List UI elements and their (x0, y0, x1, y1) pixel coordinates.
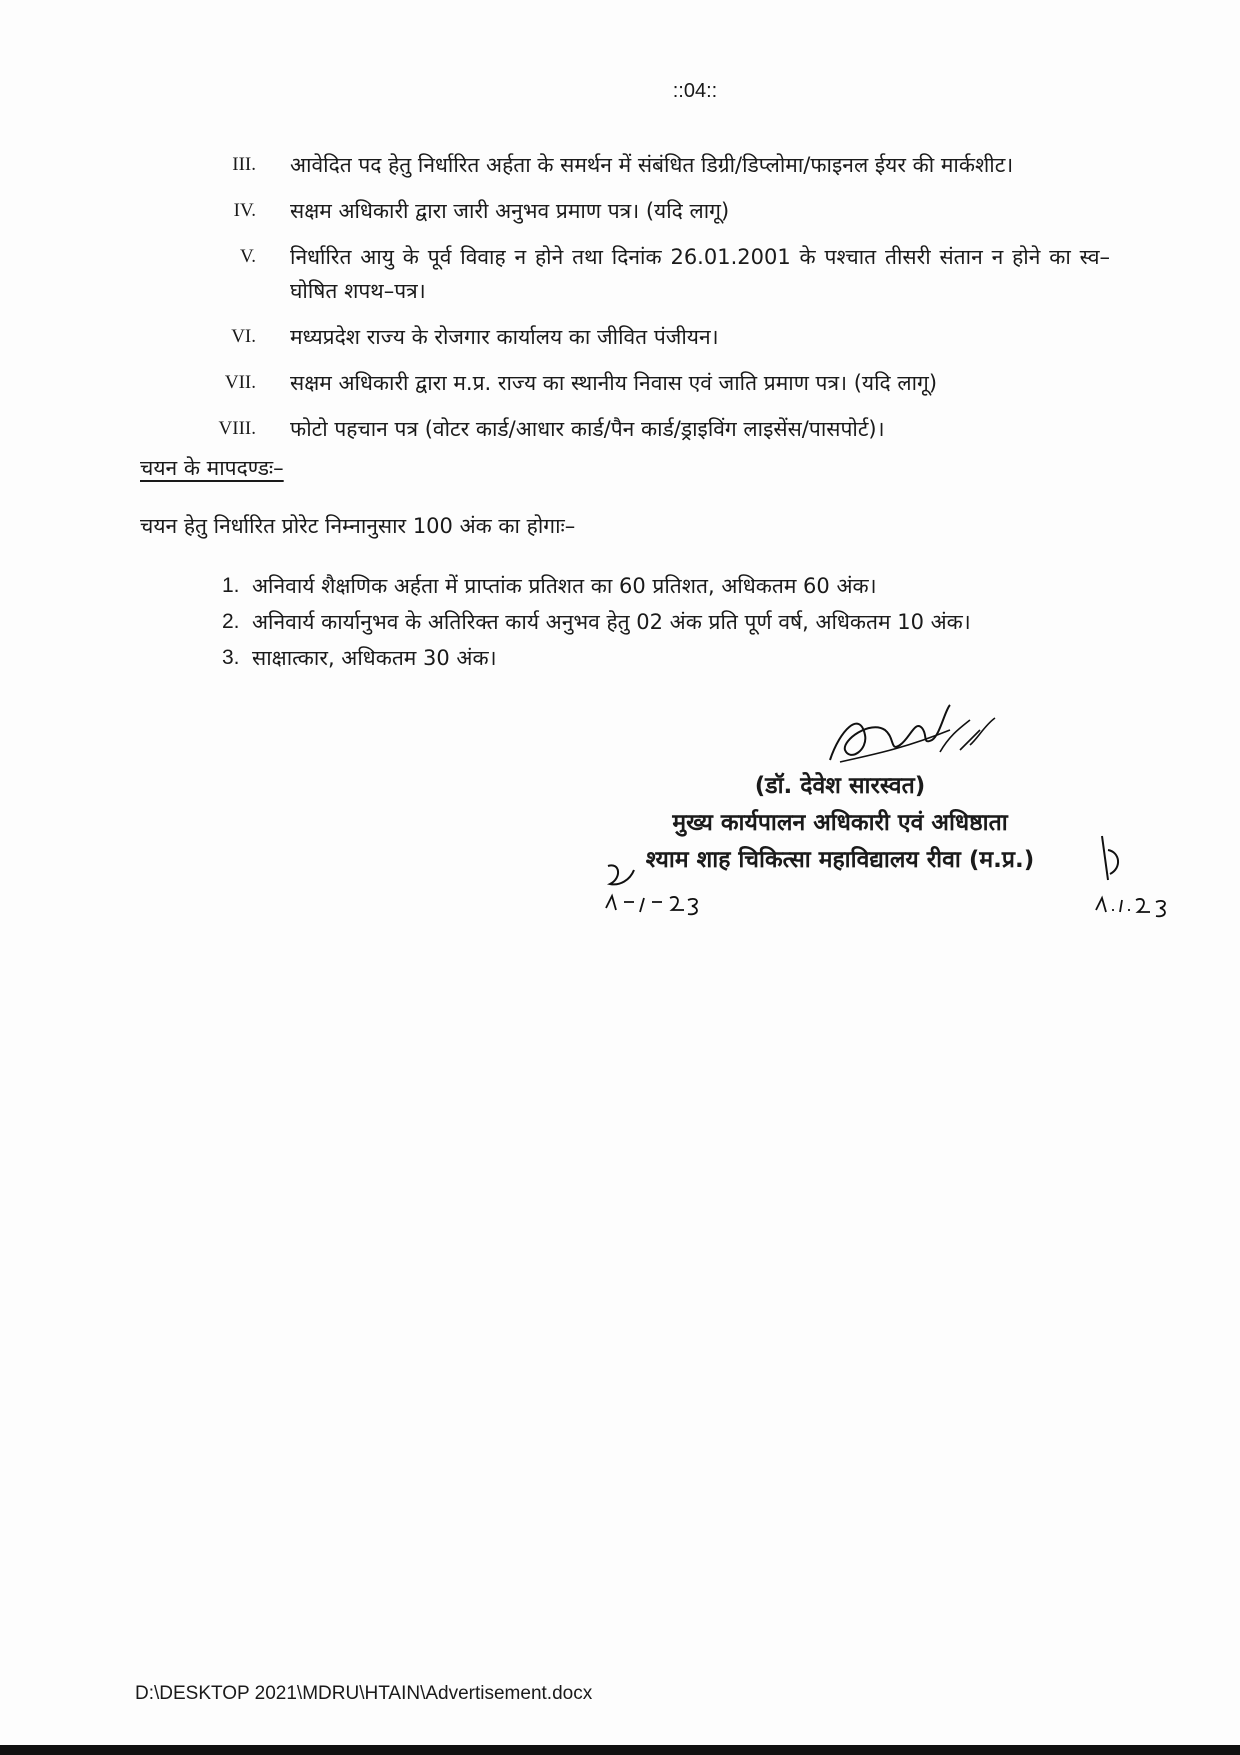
list-item-text: आवेदित पद हेतु निर्धारित अर्हता के समर्थन में संबंधित डिग्री/डिप्लोमा/फाइनल ईयर की मार्कशीट। (290, 153, 1014, 177)
signatory-name: (डॉ. देवेश सारस्वत) (754, 773, 926, 799)
list-item-number: 1. (222, 574, 240, 597)
list-item (222, 568, 1222, 604)
criteria-list (222, 568, 1222, 676)
list-item (200, 320, 1110, 354)
list-item-text: सक्षम अधिकारी द्वारा जारी अनुभव प्रमाण पत्र। (यदि लागू) (290, 199, 730, 223)
list-item (200, 240, 1110, 308)
signatory-institution: श्याम शाह चिकित्सा महाविद्यालय रीवा (म.प्र.) (645, 847, 1035, 873)
file-path-footer: D:\DESKTOP 2021\MDRU\HTAIN\Advertisement.docx (135, 1683, 593, 1704)
list-item-number: III. (232, 154, 256, 175)
list-item-number: VIII. (218, 418, 256, 439)
list-item (200, 194, 1110, 228)
handwritten-initials-right (1090, 830, 1190, 920)
list-item-text: अनिवार्य शैक्षणिक अर्हता में प्राप्तांक प्रतिशत का 60 प्रतिशत, अधिकतम 60 अंक। (252, 574, 877, 598)
list-item-text: साक्षात्कार, अधिकतम 30 अंक। (252, 646, 497, 670)
list-item-number: 2. (222, 610, 240, 633)
signatory-designation: मुख्य कार्यपालन अधिकारी एवं अधिष्ठाता (672, 810, 1008, 836)
list-item (222, 640, 1222, 676)
list-item (200, 148, 1110, 182)
list-item-text: निर्धारित आयु के पूर्व विवाह न होने तथा दिनांक 26.01.2001 के पश्चात तीसरी संतान न होने का स्व–घोषित शपथ–पत्र। (290, 245, 1110, 303)
handwritten-signature (810, 690, 1010, 780)
list-item (222, 604, 1222, 640)
list-item (200, 412, 1110, 446)
list-item-text: सक्षम अधिकारी द्वारा म.प्र. राज्य का स्थानीय निवास एवं जाति प्रमाण पत्र। (यदि लागू) (290, 371, 938, 395)
list-item-number: VII. (224, 372, 256, 393)
selection-criteria-heading: चयन के मापदण्डः– (140, 456, 284, 480)
page-number: ::04:: (672, 80, 718, 102)
list-item-text: मध्यप्रदेश राज्य के रोजगार कार्यालय का जीवित पंजीयन। (290, 325, 719, 349)
selection-intro-text: चयन हेतु निर्धारित प्रोरेट निम्नानुसार 100 अंक का होगाः– (140, 514, 576, 538)
list-item-number: V. (239, 246, 256, 267)
list-item-text: फोटो पहचान पत्र (वोटर कार्ड/आधार कार्ड/पैन कार्ड/ड्राइविंग लाइसेंस/पासपोर्ट)। (290, 417, 885, 441)
handwritten-initials-left (600, 858, 710, 918)
list-item-number: IV. (233, 200, 256, 221)
list-item-number: VI. (231, 326, 256, 347)
required-documents-list (200, 148, 1110, 458)
list-item (200, 366, 1110, 400)
list-item-number: 3. (222, 646, 240, 669)
list-item-text: अनिवार्य कार्यानुभव के अतिरिक्त कार्य अनुभव हेतु 02 अंक प्रति पूर्ण वर्ष, अधिकतम 10 अंक। (252, 610, 971, 634)
bottom-border (0, 1745, 1240, 1755)
